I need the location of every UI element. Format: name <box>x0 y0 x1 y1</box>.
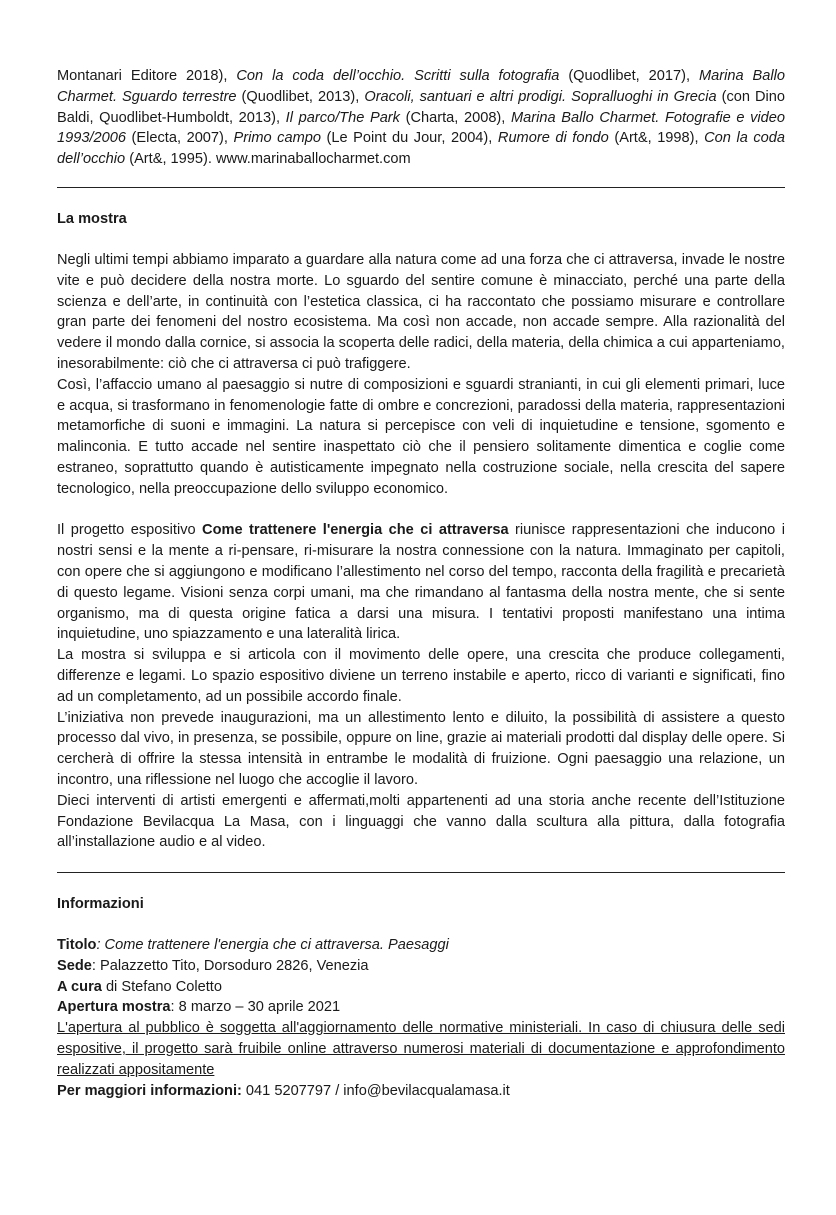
section-heading-la-mostra: La mostra <box>57 210 127 227</box>
contact-value: 041 5207797 / info@bevilacqualamasa.it <box>241 1082 510 1099</box>
info-row-curator <box>57 977 785 998</box>
text: (Charta, 2008), <box>399 109 511 126</box>
book-title: Rumore di fondo <box>497 130 609 147</box>
text: (Art&, 1995). www.marinaballocharmet.com <box>125 151 411 168</box>
text: (Quodlibet, 2013), <box>236 88 365 105</box>
book-title: Marina Ballo Charmet. Fotografie e video 1993/2006 <box>57 109 785 147</box>
info-row-apertura <box>57 997 785 1018</box>
book-title: Oracoli, santuari e altri prodigi. Sopralluoghi in Grecia <box>364 88 717 105</box>
field-label: Titolo <box>57 937 97 954</box>
info-section <box>57 935 785 1101</box>
info-row-contact <box>57 1081 785 1102</box>
field-label: Per maggiori informazioni: <box>57 1082 242 1099</box>
text: (con Dino Baldi, Quodlibet-Humboldt, 2013), <box>57 88 785 126</box>
text: (Electa, 2007), <box>126 130 234 147</box>
mostra-section <box>57 250 785 853</box>
text: (Quodlibet, 2017), <box>559 68 699 84</box>
info-row-titolo <box>57 935 785 956</box>
book-title: Marina Ballo Charmet. Sguardo terrestre <box>57 68 785 105</box>
section-heading-informazioni: Informazioni <box>57 896 144 913</box>
book-title: Primo campo <box>233 130 321 147</box>
paragraph: L’iniziativa non prevede inaugurazioni, ma un allestimento lento e diluito, la possibilità di assistere a questo processo dal vivo, in presenza, se possibile, oppure on line, grazie ai materiali prodotti dal display delle opere. Si cercherà di offrire la stessa intensità in entrambe le modalità di fruizione. Ogni paesaggio una relazione, un incontro, una riflessione nel luogo che accoglie il lavoro. <box>57 709 785 788</box>
exhibition-title: Come trattenere l'energia che ci attraversa <box>202 522 509 539</box>
field-label: Sede <box>57 957 92 974</box>
paragraph <box>57 520 785 645</box>
field-value: : 8 marzo – 30 aprile 2021 <box>170 999 341 1016</box>
field-value: : Come trattenere l'energia che ci attraversa. Paesaggi <box>96 937 449 954</box>
text: (Le Point du Jour, 2004), <box>320 130 498 147</box>
text: (Art&, 1998), <box>608 130 705 147</box>
book-title: Con la coda dell’occhio <box>57 130 786 168</box>
opening-note: L'apertura al pubblico è soggetta all'aggiornamento delle normative ministeriali. In caso di chiusura delle sedi espositive, il progetto sarà fruibile online attraverso numerosi materiali di documentazione e approfondimento realizzati appositamente <box>57 1020 785 1078</box>
paragraph: Così, l’affaccio umano al paesaggio si nutre di composizioni e sguardi stranianti, in cui gli elementi primari, luce e acqua, si trasformano in fenomenologie fatte di ombre e concrezioni, paradossi della materia, rappresentazioni metamorfiche di suoni e immagini. La natura si percepisce con veli di inquietudine e tensione, sgomento e malinconia. E tutto accade nel sentire inaspettato ciò che il pensiero solitamente dimentica e coglie come estraneo, soprattutto quando è autisticamente impegnato nella costruzione sociale, nella crescita del sapere tecnologico, nella preoccupazione dello sviluppo economico. <box>57 376 785 497</box>
text: Il progetto espositivo <box>57 522 203 539</box>
paragraph: Dieci interventi di artisti emergenti e affermati,molti appartenenti ad una storia anche recente dell’Istituzione Fondazione Bevilacqua La Masa, con i linguaggi che vanno dalla scultura alla pittura, dalla fotografia all’installazione audio e al video. <box>57 792 785 851</box>
field-value: : Palazzetto Tito, Dorsoduro 2826, Venezia <box>91 957 369 974</box>
paragraph: La mostra si sviluppa e si articola con il movimento delle opere, una crescita che produce collegamenti, differenze e legami. Lo spazio espositivo diviene un terreno instabile e aperto, ricco di varianti e significati, fino ad un completamento, ad un possibile accordo finale. <box>57 647 785 705</box>
book-title: Il parco/The Park <box>285 109 400 126</box>
document-page <box>57 66 785 1101</box>
field-value: di Stefano Coletto <box>101 978 222 995</box>
info-row-sede <box>57 956 785 977</box>
text: riunisce rappresentazioni che inducono i nostri sensi e la mente a ri-pensare, ri-misurare la nostra connessione con la natura. Immaginato per capitoli, con opere che si aggiungono e modificano l’allestimento nel corso del tempo, racconta della fragilità e precarietà di questo legame. Visioni senza corpi umani, ma che rimandano al fantasma della nostra mente, che si sente organismo, ma di questa origine fatica a darsi una misura. I tentativi proposti manifestano una intima inquietudine, uno spiazzamento e una lateralità lirica. <box>57 522 785 643</box>
field-label: A cura <box>57 978 102 995</box>
text: Montanari Editore 2018), <box>57 68 237 84</box>
book-title: Con la coda dell’occhio. Scritti sulla fotografia <box>236 68 560 84</box>
field-label: Apertura mostra <box>57 999 171 1016</box>
paragraph: Negli ultimi tempi abbiamo imparato a guardare alla natura come ad una forza che ci attraversa, invade le nostre vite e può decidere della nostra morte. Lo sguardo del sentire comune è minacciato, perché una parte della scienza e dell’arte, in continuità con l’estetica classica, ci ha raccontato che possiamo misurare e controllare gran parte dei fenomeni del nostro ecosistema. Ma così non accade, non accade sempre. Alla razionalità del vedere il mondo dalla cornice, si associa la scoperta delle radici, della materia, della chimica a cui apparteniamo, inesorabilmente: ciò che ci attraversa ci può trafiggere. <box>57 251 785 372</box>
bibliography-paragraph <box>57 66 785 170</box>
